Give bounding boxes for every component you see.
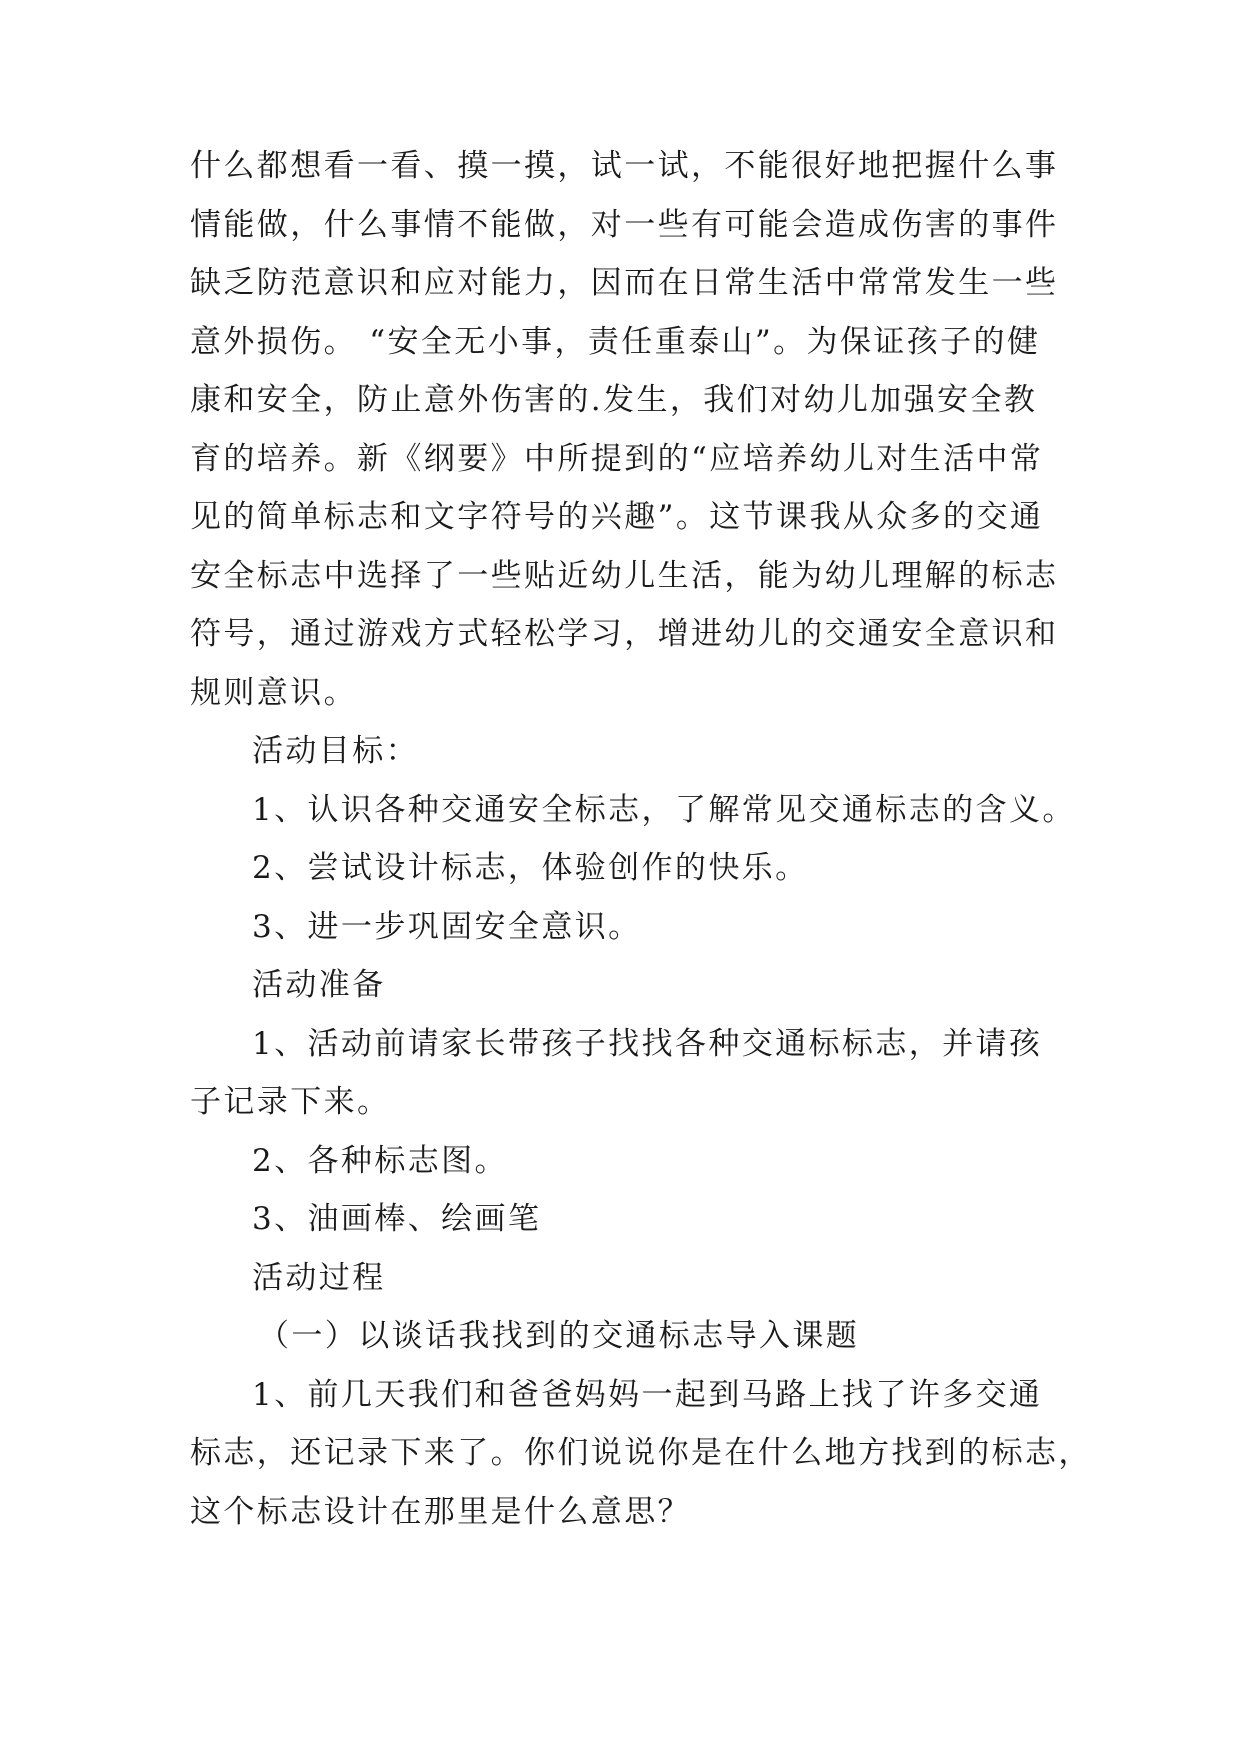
section-heading-preparation: 活动准备 [252,967,386,1003]
list-item: 2、各种标志图。 [252,1143,508,1179]
paragraph-line: 标志，还记录下来了。你们说说你是在什么地方找到的标志， [190,1435,1092,1471]
list-item: 1、认识各种交通安全标志，了解常见交通标志的含义。 [252,792,1076,828]
list-item: 3、油画棒、绘画笔 [252,1201,542,1237]
subsection-heading: （一）以谈话我找到的交通标志导入课题 [258,1318,860,1354]
paragraph-line: 安全标志中选择了一些贴近幼儿生活，能为幼儿理解的标志 [190,558,1059,594]
section-heading-process: 活动过程 [252,1260,386,1296]
list-item: 1、活动前请家长带孩子找找各种交通标标志，并请孩 [252,1026,1043,1062]
paragraph-line: 意外损伤。 “安全无小事，责任重泰山”。为保证孩子的健 [190,324,1041,360]
paragraph-line: 育的培养。新《纲要》中所提到的“应培养幼儿对生活中常 [190,441,1044,477]
list-item: 2、尝试设计标志，体验创作的快乐。 [252,850,809,886]
paragraph-line: 这个标志设计在那里是什么意思？ [190,1494,691,1530]
section-heading-goals: 活动目标： [252,733,419,769]
list-item: 3、进一步巩固安全意识。 [252,909,642,945]
paragraph-line: 见的简单标志和文字符号的兴趣”。这节课我从众多的交通 [190,499,1044,535]
paragraph-line: 缺乏防范意识和应对能力，因而在日常生活中常常发生一些 [190,265,1059,301]
paragraph-line: 情能做，什么事情不能做，对一些有可能会造成伤害的事件 [190,207,1059,243]
list-item: 1、前几天我们和爸爸妈妈一起到马路上找了许多交通 [252,1377,1043,1413]
paragraph-line: 康和安全，防止意外伤害的.发生，我们对幼儿加强安全教 [190,382,1038,418]
paragraph-line: 什么都想看一看、摸一摸，试一试，不能很好地把握什么事 [190,148,1059,184]
paragraph-line: 子记录下来。 [190,1084,391,1120]
paragraph-line: 规则意识。 [190,675,357,711]
paragraph-line: 符号，通过游戏方式轻松学习，增进幼儿的交通安全意识和 [190,616,1059,652]
